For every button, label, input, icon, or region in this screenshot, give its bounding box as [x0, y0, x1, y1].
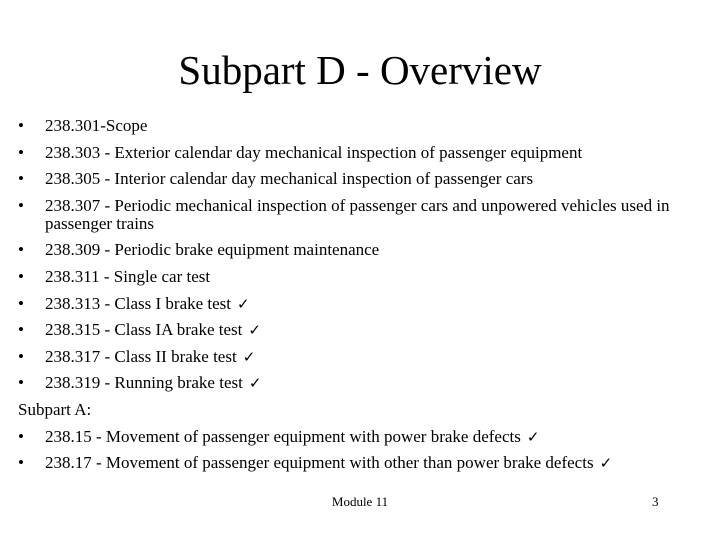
bullet-icon: • — [18, 453, 24, 473]
check-icon: ✓ — [599, 454, 613, 473]
item-text: 238.15 - Movement of passenger equipment with power brake defects — [45, 426, 521, 446]
bullet-list — [18, 113, 718, 477]
bullet-icon: • — [18, 373, 24, 393]
list-item — [18, 237, 718, 264]
item-text: 238.301-Scope — [45, 116, 148, 135]
list-item — [18, 291, 718, 318]
check-icon: ✓ — [248, 374, 262, 393]
list-item — [18, 424, 718, 451]
list-item — [18, 370, 718, 397]
item-text: 238.305 - Interior calendar day mechanical inspection of passenger cars — [45, 169, 534, 189]
bullet-icon: • — [18, 346, 24, 366]
list-item — [18, 113, 718, 140]
list-item — [18, 264, 718, 291]
bullet-icon: • — [18, 293, 24, 313]
bullet-icon: • — [18, 169, 24, 189]
list-item — [18, 317, 718, 344]
bullet-icon: • — [18, 426, 24, 446]
item-text: 238.315 - Class IA brake test — [45, 320, 243, 340]
item-text: 238.317 - Class II brake test — [45, 346, 237, 366]
check-icon: ✓ — [526, 427, 540, 446]
list-item — [18, 193, 718, 238]
list-item — [18, 140, 718, 167]
subpart-a-heading: Subpart A: — [18, 399, 92, 419]
list-item — [18, 450, 718, 477]
footer-module: Module 11 — [331, 494, 389, 509]
check-icon: ✓ — [242, 347, 256, 366]
slide-title: Subpart D - Overview — [178, 47, 542, 93]
item-text: 238.17 - Movement of passenger equipment with other than power brake defects — [45, 453, 594, 473]
bullet-icon: • — [18, 195, 24, 215]
item-text: 238.313 - Class I brake test — [45, 293, 232, 313]
page-number: 3 — [652, 494, 659, 509]
bullet-icon: • — [18, 142, 24, 162]
item-text: 238.307 - Periodic mechanical inspection of passenger cars and unpowered vehicles used in passenger trains — [45, 195, 670, 233]
item-text: 238.309 - Periodic brake equipment maintenance — [45, 240, 380, 260]
item-text: 238.311 - Single car test — [45, 266, 211, 286]
item-text: 238.319 - Running brake test — [45, 373, 243, 393]
list-item — [18, 166, 718, 193]
bullet-icon: • — [18, 266, 24, 286]
item-text: 238.303 - Exterior calendar day mechanical inspection of passenger equipment — [45, 142, 583, 162]
bullet-icon: • — [18, 240, 24, 260]
list-item — [18, 344, 718, 371]
check-icon: ✓ — [248, 321, 261, 340]
bullet-icon: • — [18, 116, 24, 135]
check-icon: ✓ — [237, 294, 250, 313]
bullet-icon: • — [18, 320, 24, 340]
